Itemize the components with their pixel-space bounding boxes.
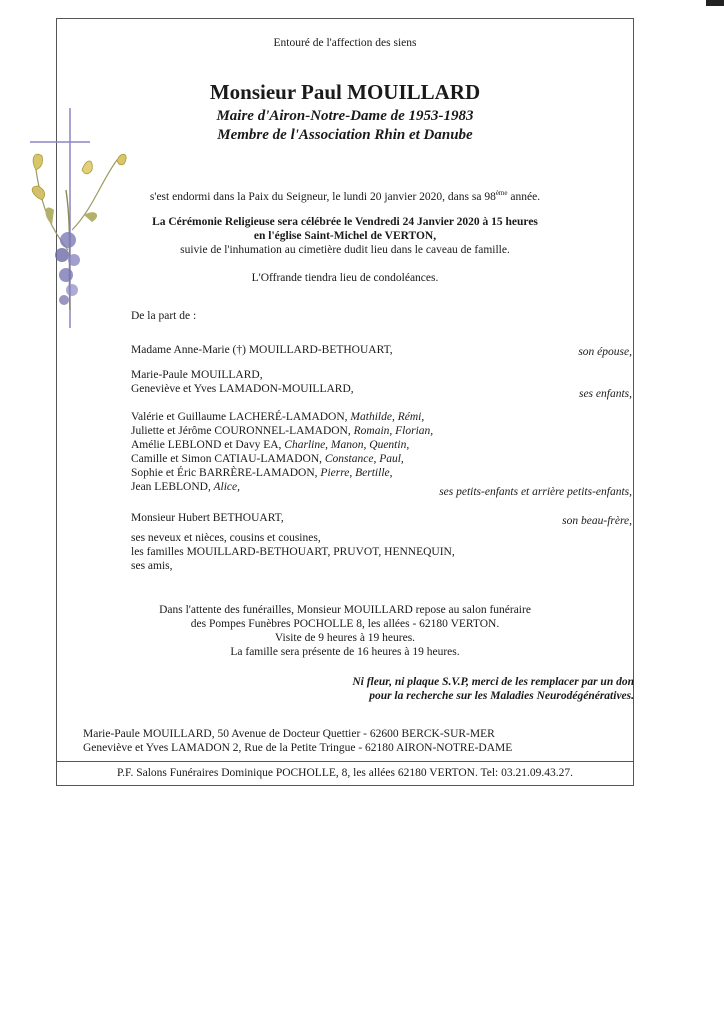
beau-frere-name: Monsieur Hubert BETHOUART, (131, 512, 284, 524)
others-line-1: ses neveux et nièces, cousins et cousines, (131, 532, 321, 544)
offrande-text: L'Offrande tiendra lieu de condoléances. (251, 272, 439, 284)
funerailles-line-4: La famille sera présente de 16 heures à 19 heures. (230, 646, 460, 658)
list-item (131, 467, 393, 479)
funeral-home-footer: P.F. Salons Funéraires Dominique POCHOLLE, 8, les allées 62180 VERTON. Tel: 03.21.09.43.27. (117, 767, 573, 779)
role-association: Membre de l'Association Rhin et Danube (217, 127, 473, 143)
list-item (131, 411, 424, 423)
deceased-name: Monsieur Paul MOUILLARD (209, 80, 481, 104)
list-item (131, 453, 404, 465)
family-name: Juliette et Jérôme COURONNEL-LAMADON, (131, 425, 351, 437)
petits-enfants-role: ses petits-enfants et arrière petits-enfants, (439, 486, 632, 498)
list-item (131, 439, 409, 451)
scan-corner-mark (706, 0, 724, 6)
fleurs-line-1: Ni fleur, ni plaque S.V.P, merci de les remplacer par un don (352, 676, 634, 688)
death-text: s'est endormi dans la Paix du Seigneur, le lundi 20 janvier 2020, dans sa 98 (149, 190, 496, 203)
enfants-role: ses enfants, (578, 388, 632, 400)
others-line-2: les familles MOUILLARD-BETHOUART, PRUVOT, HENNEQUIN, (131, 546, 455, 558)
children-names: Romain, Florian, (350, 425, 434, 437)
list-item (131, 425, 433, 437)
family-name: Jean LEBLOND, (131, 481, 211, 493)
family-name: Sophie et Éric BARRÈRE-LAMADON, (131, 467, 318, 479)
footer-divider (57, 761, 633, 762)
funerailles-line-3: Visite de 9 heures à 19 heures. (274, 632, 416, 644)
others-line-3: ses amis, (131, 560, 173, 572)
ceremony-line-2: en l'église Saint-Michel de VERTON, (253, 230, 437, 242)
family-name: Camille et Simon CATIAU-LAMADON, (131, 453, 323, 465)
death-announcement (56, 189, 634, 203)
address-line-1: Marie-Paule MOUILLARD, 50 Avenue de Docteur Quettier - 62600 BERCK-SUR-MER (83, 728, 495, 740)
de-la-part-label: De la part de : (131, 310, 197, 322)
epouse-role: son épouse, (578, 346, 632, 358)
children-names: Charline, Manon, Quentin, (281, 439, 410, 451)
funerailles-line-2: des Pompes Funèbres POCHOLLE 8, les allées - 62180 VERTON. (190, 618, 500, 630)
family-name: Amélie LEBLOND et Davy EA, (131, 439, 282, 451)
children-names: Mathilde, Rémi, (347, 411, 425, 423)
ceremony-line-1: La Cérémonie Religieuse sera célébrée le Vendredi 24 Janvier 2020 à 15 heures (152, 216, 538, 228)
enfant-1: Marie-Paule MOUILLARD, (131, 369, 263, 381)
children-names: Alice, (210, 481, 241, 493)
address-line-2: Geneviève et Yves LAMADON 2, Rue de la Petite Tringue - 62180 AIRON-NOTRE-DAME (83, 742, 513, 754)
role-mayor: Maire d'Airon-Notre-Dame de 1953-1983 (216, 108, 474, 124)
children-names: Pierre, Bertille, (317, 467, 393, 479)
beau-frere-role: son beau-frère, (562, 515, 632, 527)
epouse-name: Madame Anne-Marie (†) MOUILLARD-BETHOUART, (131, 344, 393, 356)
death-sup: ème (495, 189, 508, 197)
children-names: Constance, Paul, (322, 453, 404, 465)
entoure-text: Entouré de l'affection des siens (273, 37, 417, 49)
ceremony-line-3: suivie de l'inhumation au cimetière dudit lieu dans le caveau de famille. (180, 244, 510, 256)
death-text-end: année. (507, 190, 541, 203)
family-name: Valérie et Guillaume LACHERÉ-LAMADON, (131, 411, 348, 423)
enfant-2: Geneviève et Yves LAMADON-MOUILLARD, (131, 383, 354, 395)
list-item (131, 481, 240, 493)
fleurs-line-2: pour la recherche sur les Maladies Neurodégénératives. (369, 690, 634, 702)
funerailles-line-1: Dans l'attente des funérailles, Monsieur MOUILLARD repose au salon funéraire (159, 604, 531, 616)
